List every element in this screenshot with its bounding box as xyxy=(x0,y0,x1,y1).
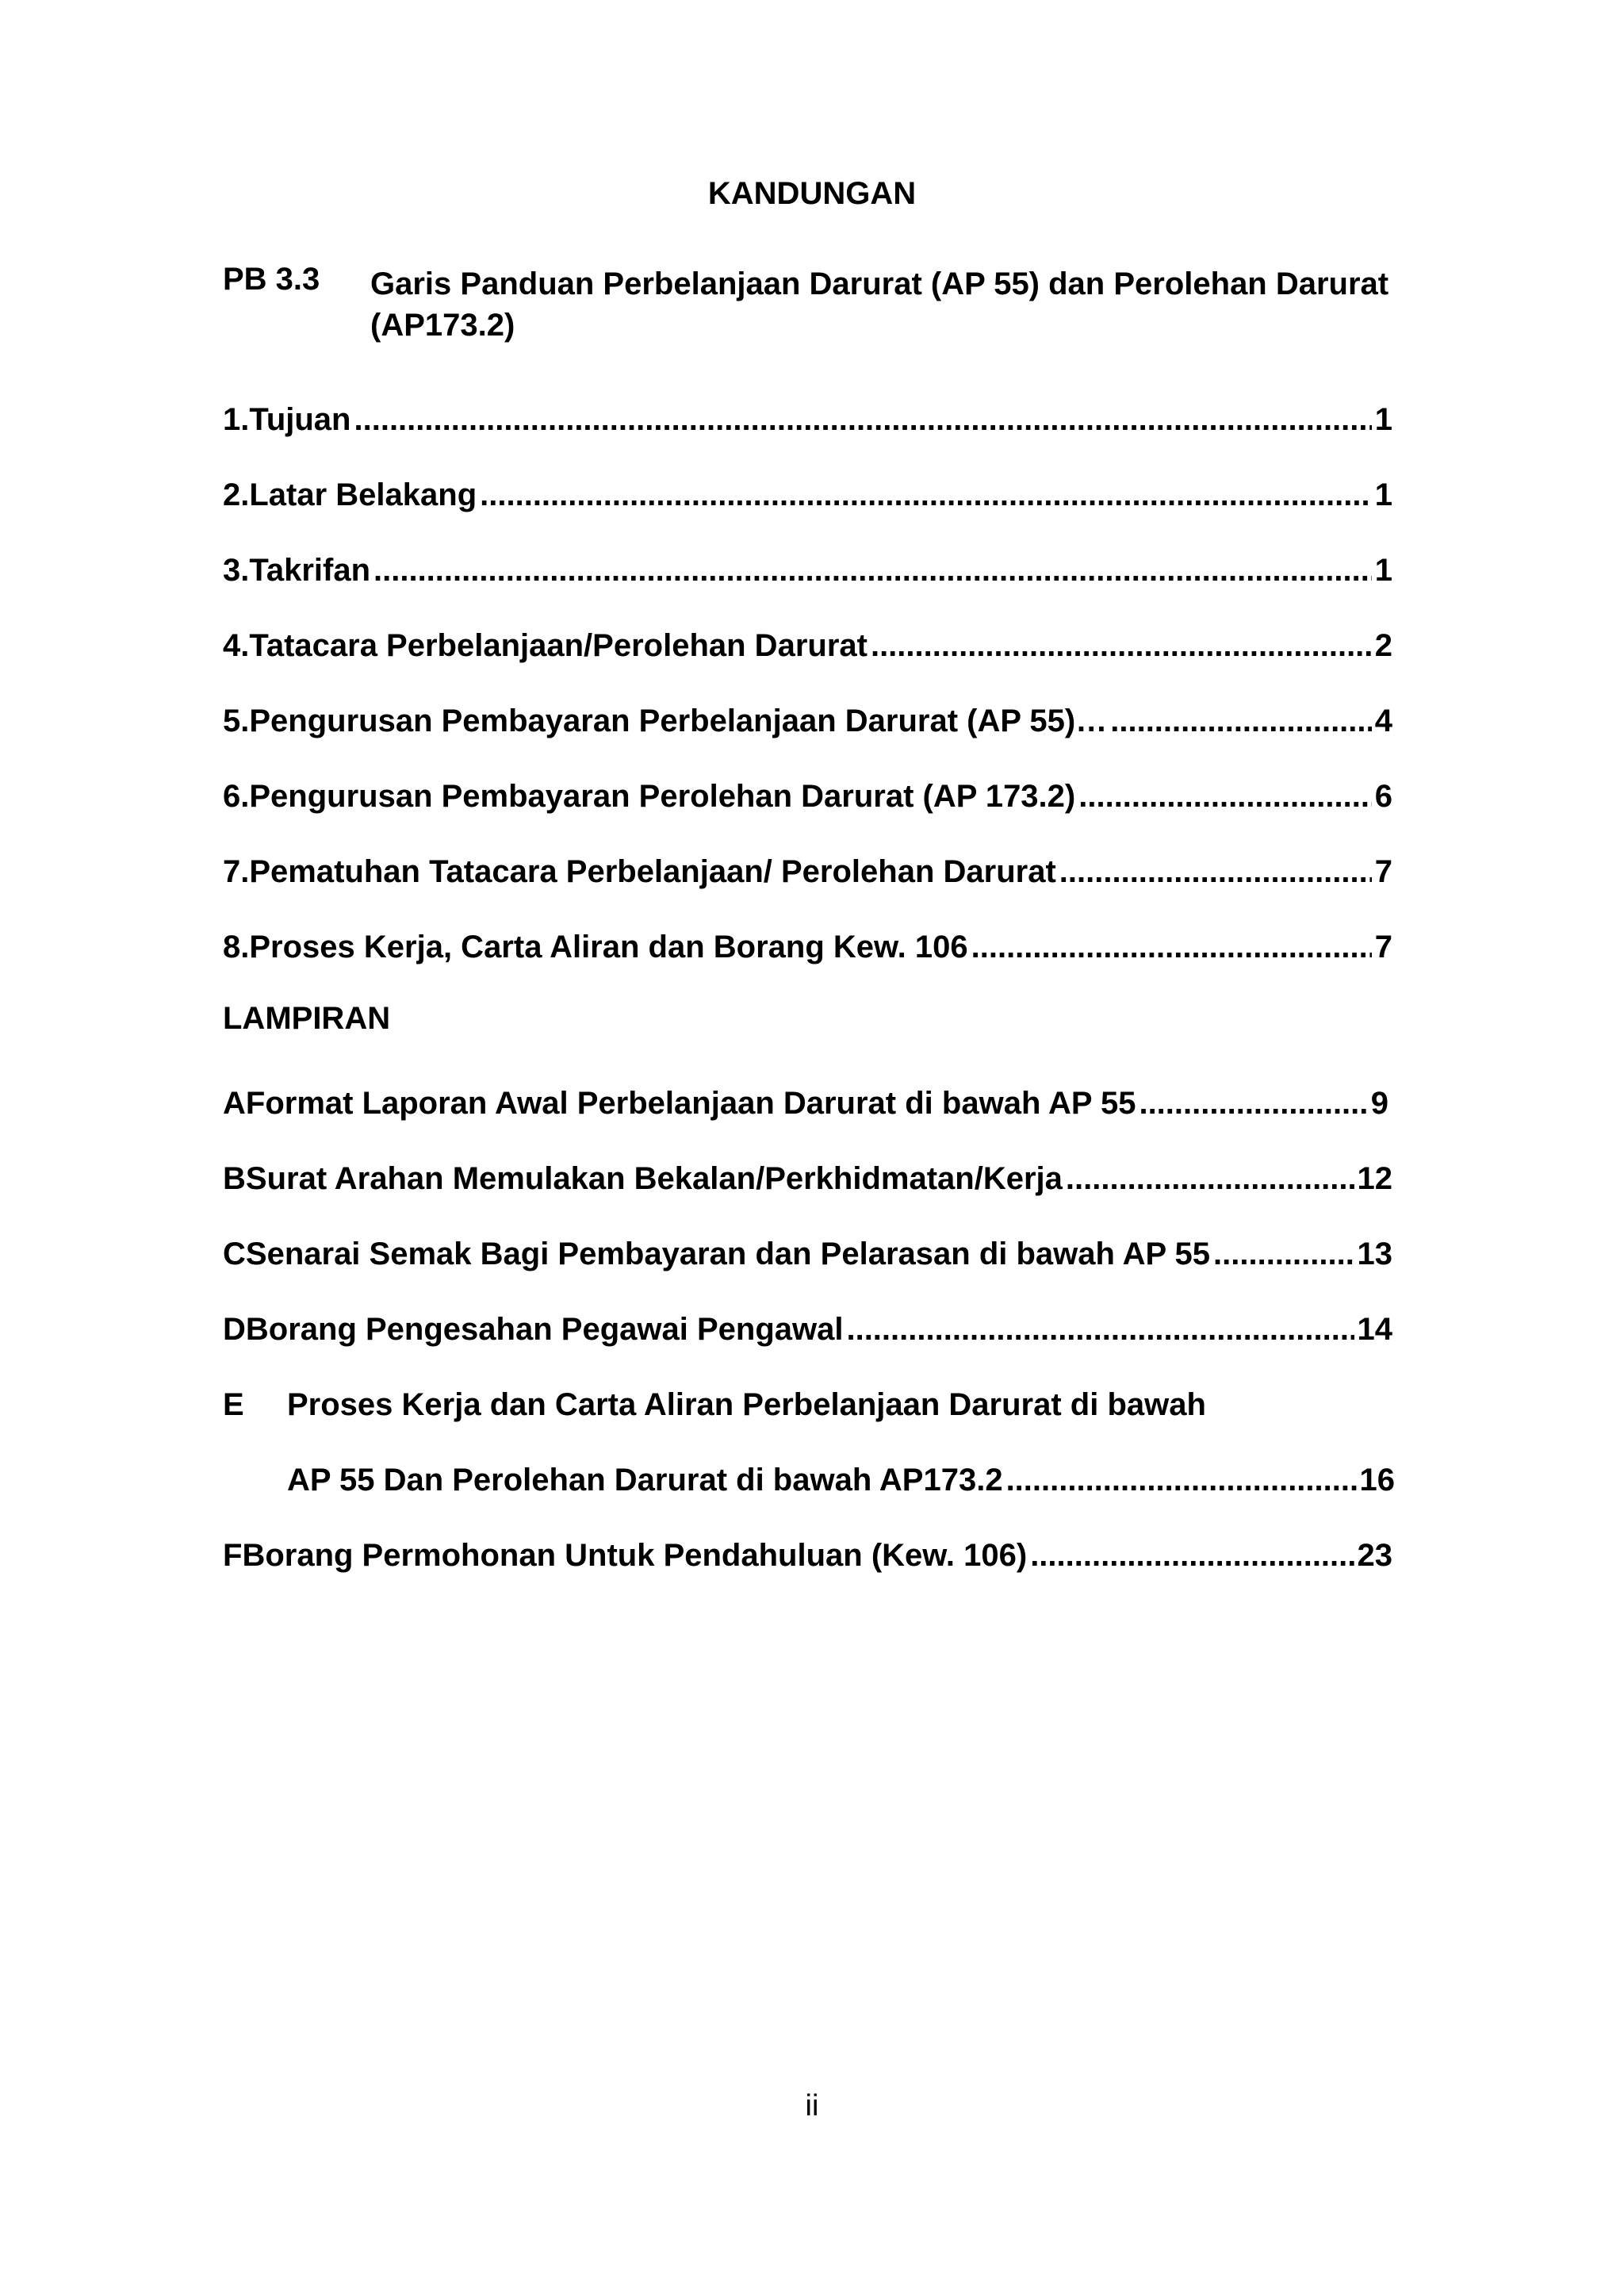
lampiran-letter: E xyxy=(223,1387,244,1422)
lampiran-page-number: 14 xyxy=(1357,1312,1392,1347)
toc-leader xyxy=(846,1312,1354,1348)
toc-number: 8. xyxy=(223,930,250,964)
lampiran-page-number: 12 xyxy=(1357,1161,1392,1196)
toc-leader xyxy=(1030,1538,1354,1574)
toc-number: 1. xyxy=(223,402,250,437)
lampiran-entry-b[interactable] xyxy=(223,1161,1392,1199)
lampiran-label: Proses Kerja dan Carta Aliran Perbelanjaan Darurat di bawah xyxy=(287,1387,1206,1422)
lampiran-label: Borang Pengesahan Pegawai Pengawal xyxy=(245,1312,844,1347)
lampiran-label: Senarai Semak Bagi Pembayaran dan Pelarasan di bawah AP 55 xyxy=(245,1237,1211,1271)
toc-number: 2. xyxy=(223,477,250,512)
toc-page-number: 2 xyxy=(1374,628,1392,663)
lampiran-entry-a[interactable] xyxy=(223,1086,1388,1124)
toc-page-number: 1 xyxy=(1374,477,1392,512)
toc-leader xyxy=(1139,1086,1367,1122)
lampiran-page-number: 13 xyxy=(1357,1237,1392,1271)
lampiran-letter: F xyxy=(223,1538,243,1573)
toc-label: Tujuan xyxy=(249,402,351,437)
toc-leader xyxy=(373,553,1372,589)
pb-code: PB 3.3 xyxy=(223,262,320,297)
toc-leader xyxy=(354,402,1371,438)
toc-leader xyxy=(1078,779,1372,815)
toc-page-number: 6 xyxy=(1374,779,1392,814)
toc-page-number: 7 xyxy=(1374,930,1392,964)
lampiran-page-number: 9 xyxy=(1370,1086,1388,1121)
toc-entry-8[interactable] xyxy=(223,930,1392,968)
pb-title: Garis Panduan Perbelanjaan Darurat (AP 55) dan Perolehan Darurat (AP173.2) xyxy=(370,267,1389,343)
toc-page-number: 7 xyxy=(1374,854,1392,889)
toc-entry-2[interactable] xyxy=(223,477,1392,516)
toc-entry-4[interactable] xyxy=(223,628,1392,666)
toc-leader xyxy=(871,628,1372,664)
toc-page-number: 1 xyxy=(1374,402,1392,437)
lampiran-entry-e[interactable] xyxy=(223,1387,1392,1425)
toc-number: 6. xyxy=(223,779,250,814)
toc-label: Takrifan xyxy=(249,553,370,588)
toc-leader xyxy=(971,930,1372,965)
lampiran-letter: A xyxy=(223,1086,246,1121)
toc-number: 7. xyxy=(223,854,250,889)
toc-page-number: 1 xyxy=(1374,553,1392,588)
toc-number: 3. xyxy=(223,553,250,588)
toc-leader xyxy=(480,477,1372,513)
lampiran-label: Surat Arahan Memulakan Bekalan/Perkhidmatan/Kerja xyxy=(245,1161,1063,1196)
lampiran-label-continued: AP 55 Dan Perolehan Darurat di bawah AP173.2 xyxy=(287,1463,1003,1497)
lampiran-letter: B xyxy=(223,1161,246,1196)
toc-leader xyxy=(1006,1463,1357,1498)
lampiran-letter: D xyxy=(223,1312,246,1347)
toc-entry-1[interactable] xyxy=(223,402,1392,440)
lampiran-entry-d[interactable] xyxy=(223,1312,1392,1350)
page-number: ii xyxy=(805,2089,819,2123)
toc-leader xyxy=(1066,1161,1354,1197)
toc-label: Pengurusan Pembayaran Perbelanjaan Darurat (AP 55)… xyxy=(249,704,1108,738)
toc-leader xyxy=(1110,704,1372,739)
lampiran-label: Format Laporan Awal Perbelanjaan Darurat di bawah AP 55 xyxy=(245,1086,1136,1121)
toc-page-number: 4 xyxy=(1374,704,1392,738)
page-title: KANDUNGAN xyxy=(707,176,917,211)
lampiran-page-number: 23 xyxy=(1357,1538,1392,1573)
toc-number: 4. xyxy=(223,628,250,663)
toc-number: 5. xyxy=(223,704,250,738)
toc-label: Latar Belakang xyxy=(249,477,477,512)
toc-label: Pematuhan Tatacara Perbelanjaan/ Perolehan Darurat xyxy=(249,854,1056,889)
lampiran-entry-f[interactable] xyxy=(223,1538,1392,1576)
lampiran-entry-e-continued[interactable] xyxy=(287,1463,1395,1501)
toc-entry-3[interactable] xyxy=(223,553,1392,591)
toc-label: Proses Kerja, Carta Aliran dan Borang Kew. 106 xyxy=(249,930,968,964)
lampiran-letter: C xyxy=(223,1237,246,1271)
toc-leader xyxy=(1213,1237,1354,1272)
toc-label: Tatacara Perbelanjaan/Perolehan Darurat xyxy=(249,628,868,663)
lampiran-heading: LAMPIRAN xyxy=(223,1001,391,1036)
toc-label: Pengurusan Pembayaran Perolehan Darurat (AP 173.2) xyxy=(249,779,1076,814)
toc-entry-7[interactable] xyxy=(223,854,1392,892)
lampiran-entry-c[interactable] xyxy=(223,1237,1392,1275)
toc-entry-6[interactable] xyxy=(223,779,1392,817)
toc-entry-5[interactable] xyxy=(223,704,1392,742)
lampiran-label: Borang Permohonan Untuk Pendahuluan (Kew. 106) xyxy=(242,1538,1028,1573)
toc-leader xyxy=(1059,854,1372,890)
lampiran-page-number: 16 xyxy=(1359,1463,1395,1497)
